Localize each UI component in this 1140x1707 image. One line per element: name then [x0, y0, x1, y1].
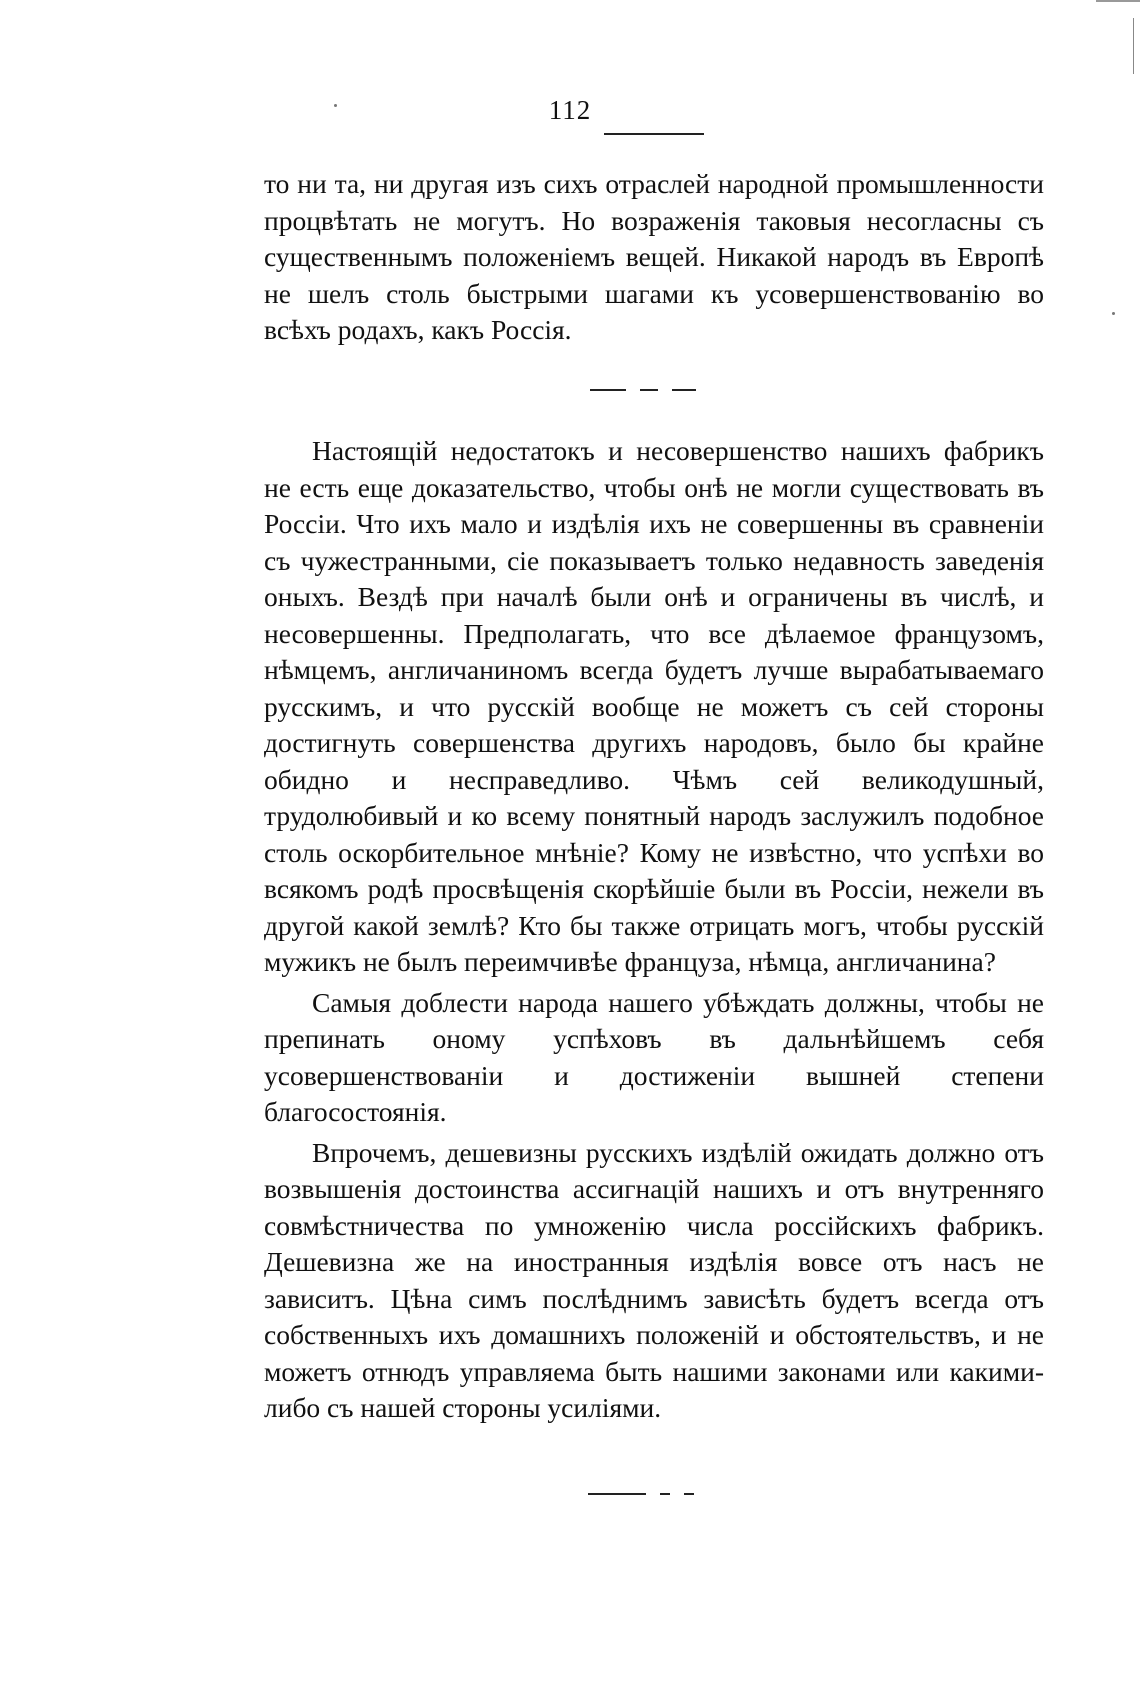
scan-speck	[1112, 312, 1115, 315]
page-number-rule	[604, 133, 704, 135]
text-block-top	[264, 166, 1044, 349]
end-divider	[588, 1493, 694, 1495]
section-divider	[590, 389, 696, 391]
text-block-main	[264, 433, 1044, 1427]
paragraph: Самыя доблести народа нашего убѣждать должны, чтобы не препинать оному успѣховъ въ дальнѣйшемъ себя усовершенствованіи и достиженіи вышней степени благосостоянія.	[264, 986, 1044, 1127]
paragraph: Впрочемъ, дешевизны русскихъ издѣлій ожидать должно отъ возвышенія достоинства ассигнацій нашихъ и отъ внутренняго совмѣстничества по умноженію числа россійскихъ фабрикъ. Дешевизна же на иностранныя издѣлія вовсе отъ насъ не зависитъ. Цѣна симъ послѣднимъ зависѣть будетъ всегда отъ собственныхъ ихъ домашнихъ положеній и обстоятельствъ, и не можетъ отнюдъ управляема быть нашими законами или какими-либо съ нашей стороны усиліями.	[264, 1136, 1044, 1423]
scan-edge-mark	[1096, 0, 1140, 2]
paragraph: Настоящій недостатокъ и несовершенство нашихъ фабрикъ не есть еще доказательство, чтобы онѣ не могли существовать въ Россіи. Что ихъ мало и издѣлія ихъ не совершенны въ сравненіи съ чужестранными, сіе показываетъ только недавность заведенія оныхъ. Вездѣ при началѣ были онѣ и ограничены въ числѣ, и несовершенны. Предполагать, что все дѣлаемое французомъ, нѣмцемъ, англичаниномъ всегда будетъ лучше вырабатываемаго русскимъ, и что русскій вообще не можетъ съ сей стороны достигнуть совершенства другихъ народовъ, было бы крайне обидно и несправедливо. Чѣмъ сей великодушный, трудолюбивый и ко всему понятный народъ заслужилъ подобное столь оскорбительное мнѣніе? Кому не извѣстно, что успѣхи во всякомъ родѣ просвѣщенія скорѣйшіе были въ Россіи, нежели въ другой какой землѣ? Кто бы также отрицать могъ, чтобы русскій мужикъ не былъ переимчивѣе француза, нѣмца, англичанина?	[264, 435, 1044, 977]
scan-margin-line	[1133, 18, 1134, 74]
paragraph-continuation: то ни та, ни другая изъ сихъ отраслей народной промышленности процвѣтать не могутъ. Но возраженія таковыя несогласны съ существеннымъ положеніемъ вещей. Никакой народъ въ Европѣ не шелъ столь быстрыми шагами къ усовершенствованію во всѣхъ родахъ, какъ Россія.	[264, 168, 1044, 345]
page-number: 112	[548, 95, 592, 125]
